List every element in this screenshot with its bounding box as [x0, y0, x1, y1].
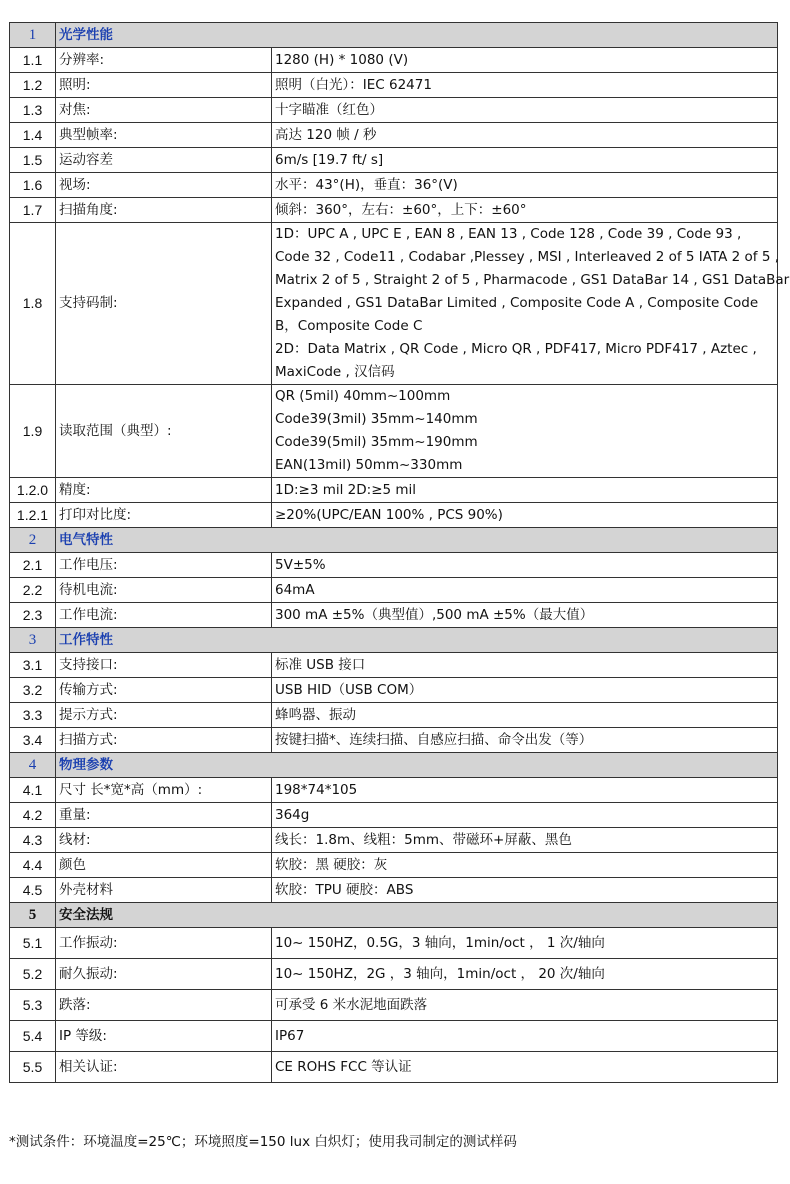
row-number: 1.2: [10, 73, 56, 98]
row-number: 1.5: [10, 148, 56, 173]
row-number: 2.1: [10, 553, 56, 578]
row-label: 相关认证:: [56, 1052, 272, 1083]
section-title: 安全法规: [56, 903, 778, 928]
value-line: 6m/s [19.7 ft/ s]: [275, 151, 384, 168]
value-line: 水平：43°(H)，垂直：36°(V): [275, 176, 458, 193]
value-line: ≥20%(UPC/EAN 100% , PCS 90%): [275, 506, 503, 523]
row-label: 线材:: [56, 828, 272, 853]
spec-row: [10, 173, 778, 198]
spec-row: [10, 48, 778, 73]
value-line: 倾斜：360°，左右：±60°，上下：±60°: [275, 201, 527, 218]
section-number: 1: [10, 23, 56, 48]
spec-row: [10, 478, 778, 503]
row-number: 5.5: [10, 1052, 56, 1083]
row-value: [272, 48, 778, 73]
value-line: 蜂鸣器、振动: [275, 706, 356, 723]
row-value: [272, 223, 790, 385]
row-value: [272, 148, 778, 173]
value-line: IP67: [275, 1027, 305, 1044]
row-value: [272, 578, 778, 603]
spec-row: [10, 198, 778, 223]
row-value: [272, 678, 778, 703]
row-label: 外壳材料: [56, 878, 272, 903]
spec-row: [10, 728, 778, 753]
value-line: MaxiCode , 汉信码: [275, 364, 395, 380]
row-number: 1.8: [10, 223, 56, 385]
value-line: 2D：Data Matrix , QR Code , Micro QR , PDF417, Micro PDF417 , Aztec ,: [275, 341, 757, 357]
row-value: [272, 959, 778, 990]
spec-row: [10, 578, 778, 603]
row-label: 颜色: [56, 853, 272, 878]
row-value: [272, 173, 778, 198]
row-number: 1.9: [10, 385, 56, 478]
value-line: 364g: [275, 806, 310, 823]
row-value: [272, 803, 778, 828]
value-line: 软胶：黑 硬胶：灰: [275, 856, 388, 873]
value-line: 标准 USB 接口: [275, 656, 366, 673]
row-label: 支持码制:: [56, 223, 272, 385]
row-number: 5.2: [10, 959, 56, 990]
value-line: 1280 (H) * 1080 (V): [275, 51, 409, 68]
value-line: 按键扫描*、连续扫描、自感应扫描、命令出发（等）: [275, 731, 593, 748]
row-label: 扫描角度:: [56, 198, 272, 223]
row-value: [272, 928, 778, 959]
row-number: 4.5: [10, 878, 56, 903]
section-header: [10, 23, 778, 48]
spec-row: [10, 828, 778, 853]
value-line: 线长：1.8m、线粗：5mm、带磁环+屏蔽、黑色: [275, 831, 572, 848]
row-value: [272, 703, 778, 728]
spec-row: [10, 959, 778, 990]
row-label: 照明:: [56, 73, 272, 98]
row-number: 5.3: [10, 990, 56, 1021]
value-line: 64mA: [275, 581, 315, 598]
row-label: 工作电流:: [56, 603, 272, 628]
row-value: [272, 385, 778, 478]
row-value: [272, 1052, 778, 1083]
section-number: 3: [10, 628, 56, 653]
spec-row: [10, 990, 778, 1021]
spec-row: [10, 1052, 778, 1083]
section-title: 光学性能: [56, 23, 778, 48]
row-number: 5.1: [10, 928, 56, 959]
value-line: 照明（白光）：IEC 62471: [275, 76, 432, 93]
spec-row: [10, 73, 778, 98]
spec-row: [10, 123, 778, 148]
row-label: 工作振动:: [56, 928, 272, 959]
row-number: 5.4: [10, 1021, 56, 1052]
row-label: 对焦:: [56, 98, 272, 123]
spec-row: [10, 223, 778, 385]
row-number: 4.1: [10, 778, 56, 803]
row-number: 1.4: [10, 123, 56, 148]
value-line: QR (5mil) 40mm~100mm: [275, 388, 451, 404]
spec-row: [10, 503, 778, 528]
row-value: [272, 1021, 778, 1052]
spec-row: [10, 878, 778, 903]
value-line: Code39(3mil) 35mm~140mm: [275, 411, 478, 427]
row-label: 重量:: [56, 803, 272, 828]
section-header: [10, 628, 778, 653]
row-value: [272, 853, 778, 878]
value-line: 高达 120 帧 / 秒: [275, 126, 377, 143]
row-number: 1.3: [10, 98, 56, 123]
spec-row: [10, 148, 778, 173]
value-line: USB HID（USB COM）: [275, 681, 423, 698]
spec-row: [10, 653, 778, 678]
spec-row: [10, 853, 778, 878]
row-number: 3.4: [10, 728, 56, 753]
value-line: Code 32 , Code11 , Codabar ,Plessey , MSI , Interleaved 2 of 5 IATA 2 of 5 ,: [275, 249, 780, 265]
value-line: EAN(13mil) 50mm~330mm: [275, 457, 463, 473]
value-line: CE ROHS FCC 等认证: [275, 1058, 412, 1075]
row-label: 支持接口:: [56, 653, 272, 678]
row-value: [272, 478, 778, 503]
spec-row: [10, 385, 778, 478]
row-number: 2.2: [10, 578, 56, 603]
row-number: 1.7: [10, 198, 56, 223]
value-line: 300 mA ±5%（典型值）,500 mA ±5%（最大值）: [275, 606, 594, 623]
spec-row: [10, 778, 778, 803]
row-label: 典型帧率:: [56, 123, 272, 148]
spec-row: [10, 603, 778, 628]
row-label: 耐久振动:: [56, 959, 272, 990]
row-number: 4.3: [10, 828, 56, 853]
value-line: Matrix 2 of 5 , Straight 2 of 5 , Pharmacode , GS1 DataBar 14 , GS1 DataBar: [275, 272, 790, 288]
row-number: 3.3: [10, 703, 56, 728]
row-label: 传输方式:: [56, 678, 272, 703]
section-number: 2: [10, 528, 56, 553]
section-number: 5: [10, 903, 56, 928]
row-label: 尺寸 长*宽*高（mm）:: [56, 778, 272, 803]
row-number: 4.2: [10, 803, 56, 828]
spec-row: [10, 803, 778, 828]
footnote: *测试条件：环境温度=25℃；环境照度=150 lux 白炽灯；使用我司制定的测试样码: [9, 1134, 517, 1150]
value-line: 十字瞄准（红色）: [275, 101, 383, 118]
row-label: IP 等级:: [56, 1021, 272, 1052]
row-label: 视场:: [56, 173, 272, 198]
value-line: 1D：UPC A , UPC E , EAN 8 , EAN 13 , Code 128 , Code 39 , Code 93 ,: [275, 226, 742, 242]
row-number: 4.4: [10, 853, 56, 878]
row-label: 扫描方式:: [56, 728, 272, 753]
row-value: [272, 828, 778, 853]
row-value: [272, 990, 778, 1021]
row-value: [272, 603, 778, 628]
value-line: B，Composite Code C: [275, 318, 423, 334]
section-title: 工作特性: [56, 628, 778, 653]
section-title: 物理参数: [56, 753, 778, 778]
row-label: 运动容差: [56, 148, 272, 173]
row-number: 1.1: [10, 48, 56, 73]
row-label: 提示方式:: [56, 703, 272, 728]
value-line: 10~ 150HZ，0.5G，3 轴向，1min/oct ， 1 次/轴向: [275, 934, 605, 951]
row-number: 2.3: [10, 603, 56, 628]
section-title: 电气特性: [56, 528, 778, 553]
value-line: Code39(5mil) 35mm~190mm: [275, 434, 478, 450]
section-header: [10, 903, 778, 928]
row-value: [272, 198, 778, 223]
value-line: 可承受 6 米水泥地面跌落: [275, 996, 428, 1013]
spec-row: [10, 553, 778, 578]
spec-row: [10, 98, 778, 123]
row-label: 待机电流:: [56, 578, 272, 603]
section-header: [10, 528, 778, 553]
value-line: Expanded , GS1 DataBar Limited , Composite Code A , Composite Code: [275, 295, 759, 311]
row-number: 1.2.0: [10, 478, 56, 503]
row-number: 1.6: [10, 173, 56, 198]
spec-row: [10, 928, 778, 959]
row-value: [272, 653, 778, 678]
spec-row: [10, 678, 778, 703]
value-line: 198*74*105: [275, 781, 358, 798]
row-value: [272, 73, 778, 98]
value-line: 1D:≥3 mil 2D:≥5 mil: [275, 481, 417, 498]
row-number: 3.1: [10, 653, 56, 678]
row-value: [272, 503, 778, 528]
row-value: [272, 778, 778, 803]
value-line: 5V±5%: [275, 556, 326, 573]
row-label: 分辨率:: [56, 48, 272, 73]
spec-table: [9, 22, 790, 1083]
row-value: [272, 123, 778, 148]
row-label: 跌落:: [56, 990, 272, 1021]
row-value: [272, 98, 778, 123]
section-number: 4: [10, 753, 56, 778]
row-label: 打印对比度:: [56, 503, 272, 528]
spec-row: [10, 703, 778, 728]
value-line: 10~ 150HZ，2G ，3 轴向，1min/oct ， 20 次/轴向: [275, 965, 605, 982]
section-header: [10, 753, 778, 778]
row-label: 读取范围（典型）:: [56, 385, 272, 478]
value-line: 软胶：TPU 硬胶：ABS: [275, 881, 414, 898]
row-value: [272, 878, 778, 903]
row-label: 精度:: [56, 478, 272, 503]
row-value: [272, 728, 778, 753]
row-label: 工作电压:: [56, 553, 272, 578]
row-number: 3.2: [10, 678, 56, 703]
spec-row: [10, 1021, 778, 1052]
row-number: 1.2.1: [10, 503, 56, 528]
row-value: [272, 553, 778, 578]
